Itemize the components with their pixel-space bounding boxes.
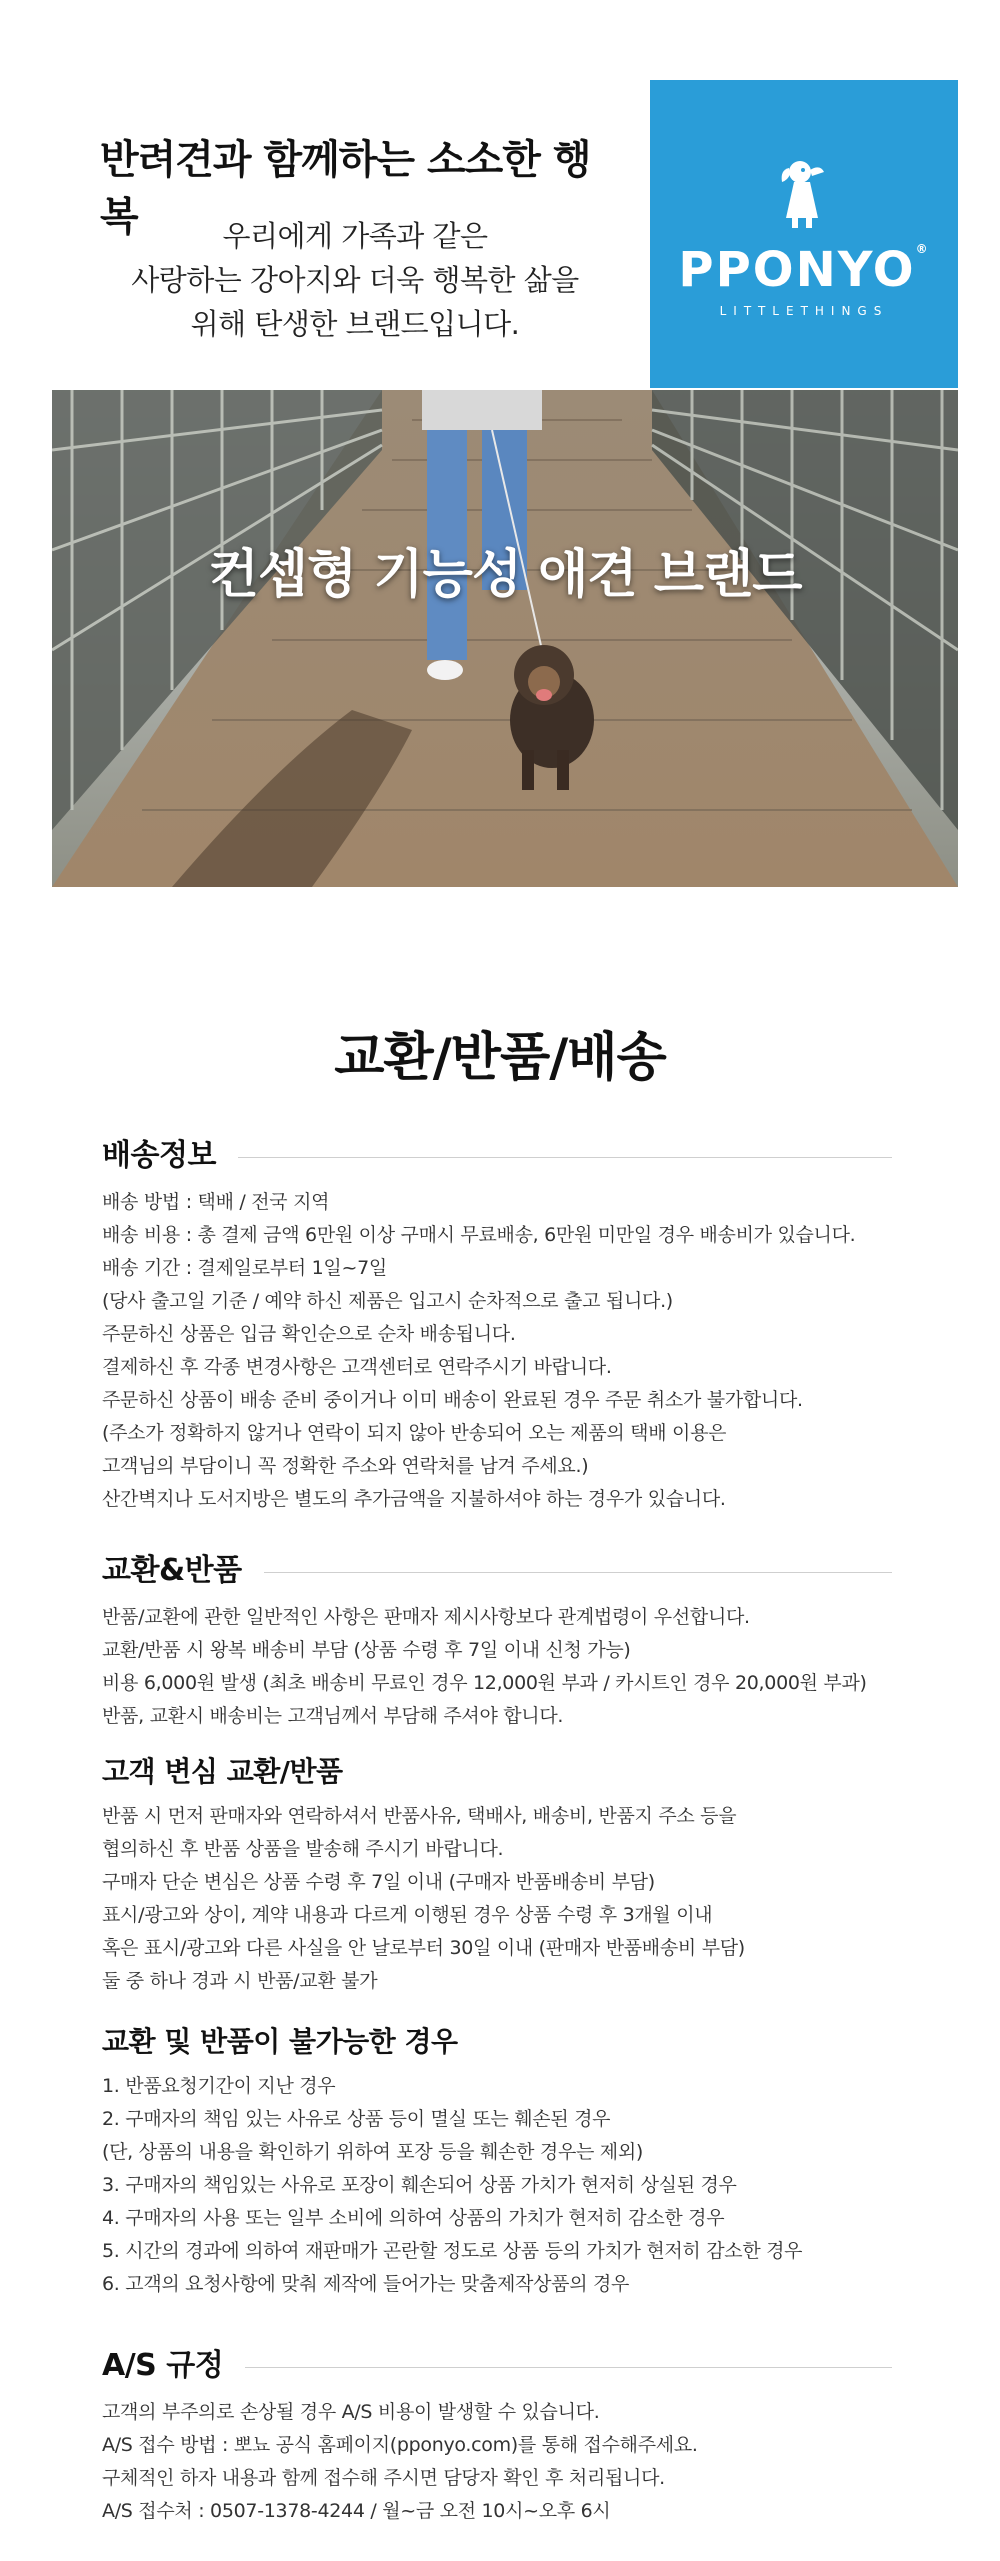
bridge-dog-illustration bbox=[52, 390, 958, 887]
list-item: (당사 출고일 기준 / 예약 하신 제품은 입고시 순차적으로 출고 됩니다.) bbox=[102, 1290, 673, 1312]
list-item: 교환/반품 시 왕복 배송비 부담 (상품 수령 후 7일 이내 신청 가능) bbox=[102, 1639, 631, 1661]
list-item: A/S 접수 방법 : 뽀뇨 공식 홈페이지(pponyo.com)를 통해 접수해주세요. bbox=[102, 2434, 698, 2456]
customer-change-heading: 고객 변심 교환/반품 bbox=[102, 1755, 343, 1788]
list-item: 반품, 교환시 배송비는 고객님께서 부담해 주셔야 합니다. bbox=[102, 1705, 564, 1727]
dog-logo-icon bbox=[776, 158, 832, 230]
list-item: 둘 중 하나 경과 시 반품/교환 불가 bbox=[102, 1970, 378, 1992]
logo-wordmark: PPONYO bbox=[678, 242, 916, 298]
list-item: (주소가 정확하지 않거나 연락이 되지 않아 반송되어 오는 제품의 택배 이용은 bbox=[102, 1422, 727, 1444]
list-item: 결제하신 후 각종 변경사항은 고객센터로 연락주시기 바랍니다. bbox=[102, 1356, 612, 1378]
list-item: 5. 시간의 경과에 의하여 재판매가 곤란할 정도로 상품 등의 가치가 현저히 감소한 경우 bbox=[102, 2240, 803, 2262]
list-item: 표시/광고와 상이, 계약 내용과 다르게 이행된 경우 상품 수령 후 3개월 이내 bbox=[102, 1904, 713, 1926]
list-item: 1. 반품요청기간이 지난 경우 bbox=[102, 2075, 336, 2097]
list-item: 혹은 표시/광고와 다른 사실을 안 날로부터 30일 이내 (판매자 반품배송비 부담) bbox=[102, 1937, 745, 1959]
exchange-section bbox=[102, 1545, 892, 1733]
page-title: 교환/반품/배송 bbox=[334, 1028, 666, 1088]
list-item: 배송 비용 : 총 결제 금액 6만원 이상 구매시 무료배송, 6만원 미만일 경우 배송비가 있습니다. bbox=[102, 1224, 856, 1246]
list-item: (단, 상품의 내용을 확인하기 위하여 포장 등을 훼손한 경우는 제외) bbox=[102, 2141, 644, 2163]
as-section bbox=[102, 2340, 892, 2528]
list-item: 2. 구매자의 책임 있는 사유로 상품 등이 멸실 또는 훼손된 경우 bbox=[102, 2108, 611, 2130]
list-item: A/S 접수처 : 0507-1378-4244 / 월~금 오전 10시~오후 6시 bbox=[102, 2500, 611, 2522]
list-item: 반품/교환에 관한 일반적인 사항은 판매자 제시사항보다 관계법령이 우선합니다. bbox=[102, 1606, 750, 1628]
list-item: 구체적인 하자 내용과 함께 접수해 주시면 담당자 확인 후 처리됩니다. bbox=[102, 2467, 665, 2489]
impossible-section bbox=[102, 2020, 892, 2301]
list-item: 고객님의 부담이니 꼭 정확한 주소와 연락처를 남겨 주세요.) bbox=[102, 1455, 589, 1477]
heading-divider bbox=[245, 2367, 892, 2368]
list-item: 4. 구매자의 사용 또는 일부 소비에 의하여 상품의 가치가 현저히 감소한 경우 bbox=[102, 2207, 725, 2229]
list-item: 산간벽지나 도서지방은 별도의 추가금액을 지불하셔야 하는 경우가 있습니다. bbox=[102, 1488, 726, 1510]
heading-divider bbox=[238, 1157, 892, 1158]
list-item: 3. 구매자의 책임있는 사유로 포장이 훼손되어 상품 가치가 현저히 상실된 경우 bbox=[102, 2174, 737, 2196]
brand-logo bbox=[650, 80, 958, 388]
section-heading bbox=[102, 1545, 892, 1589]
list-item: 협의하신 후 반품 상품을 발송해 주시기 바랍니다. bbox=[102, 1838, 504, 1860]
photo-caption: 컨셉형 기능성 애견 브랜드 bbox=[208, 545, 802, 605]
list-item: 구매자 단순 변심은 상품 수령 후 7일 이내 (구매자 반품배송비 부담) bbox=[102, 1871, 655, 1893]
section-heading bbox=[102, 1130, 892, 1174]
logo-subtitle: LITTLETHINGS bbox=[719, 304, 889, 318]
section-heading bbox=[102, 1750, 892, 1790]
section-heading bbox=[102, 2020, 892, 2060]
hero-title: 반려견과 함께하는 소소한 행복 bbox=[100, 137, 591, 240]
as-heading: A/S 규정 bbox=[102, 2348, 224, 2383]
section-heading bbox=[102, 2340, 892, 2384]
logo-name bbox=[650, 242, 958, 298]
list-item: 6. 고객의 요청사항에 맞춰 제작에 들어가는 맞춤제작상품의 경우 bbox=[102, 2273, 630, 2295]
list-item: 고객의 부주의로 손상될 경우 A/S 비용이 발생할 수 있습니다. bbox=[102, 2401, 600, 2423]
list-item: 반품 시 먼저 판매자와 연락하셔서 반품사유, 택배사, 배송비, 반품지 주소 등을 bbox=[102, 1805, 737, 1827]
list-item: 배송 방법 : 택배 / 전국 지역 bbox=[102, 1191, 330, 1213]
hero-description bbox=[110, 214, 600, 346]
shipping-list bbox=[102, 1186, 892, 1516]
impossible-heading: 교환 및 반품이 불가능한 경우 bbox=[102, 2025, 458, 2058]
as-list bbox=[102, 2396, 892, 2528]
list-item: 비용 6,000원 발생 (최초 배송비 무료인 경우 12,000원 부과 / 카시트인 경우 20,000원 부과) bbox=[102, 1672, 867, 1694]
shipping-heading: 배송정보 bbox=[102, 1138, 216, 1173]
customer-change-list bbox=[102, 1800, 892, 1998]
hero-desc-line: 사랑하는 강아지와 더욱 행복한 삶을 bbox=[131, 263, 579, 297]
registered-mark: ® bbox=[915, 242, 930, 256]
list-item: 주문하신 상품은 입금 확인순으로 순차 배송됩니다. bbox=[102, 1323, 516, 1345]
hero-desc-line: 우리에게 가족과 같은 bbox=[222, 219, 488, 253]
heading-divider bbox=[264, 1572, 892, 1573]
impossible-list bbox=[102, 2070, 892, 2301]
hero-desc-line: 위해 탄생한 브랜드입니다. bbox=[190, 307, 520, 341]
exchange-heading: 교환&반품 bbox=[102, 1553, 242, 1588]
shipping-section bbox=[102, 1130, 892, 1516]
exchange-list bbox=[102, 1601, 892, 1733]
list-item: 주문하신 상품이 배송 준비 중이거나 이미 배송이 완료된 경우 주문 취소가 불가합니다. bbox=[102, 1389, 803, 1411]
customer-change-section bbox=[102, 1750, 892, 1998]
hero-photo bbox=[52, 390, 958, 887]
list-item: 배송 기간 : 결제일로부터 1일~7일 bbox=[102, 1257, 387, 1279]
